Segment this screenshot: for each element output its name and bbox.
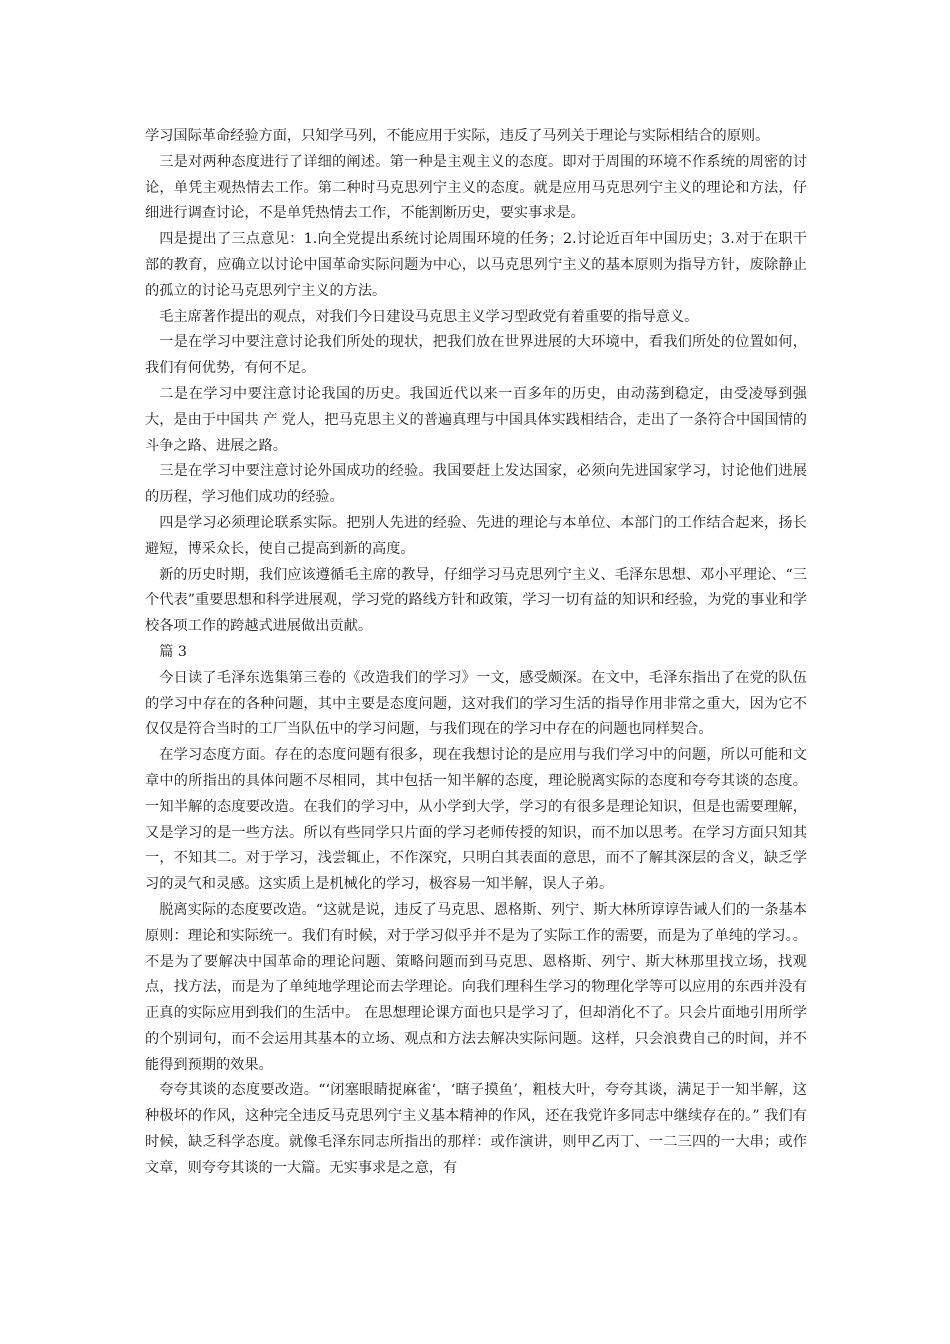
paragraph: 四是学习必须理论联系实际。把别人先进的经验、先进的理论与本单位、本部门的工作结合起来，扬长避短，博采众长，使自己提高到新的高度。 [145, 514, 807, 557]
paragraph: 毛主席著作提出的观点，对我们今日建设马克思主义学习型政党有着重要的指导意义。 [159, 308, 699, 325]
paragraph: 今日读了毛泽东选集第三卷的《改造我们的学习》一文，感受颇深。在文中，毛泽东指出了在党的队伍的学习中存在的各种问题，其中主要是态度问题，这对我们的学习生活的指导作用非常之重大，因为它不仅仅是符合当时的工厂当队伍中的学习问题，与我们现在的学习中存在的问题也同样契合。 [145, 669, 807, 738]
paragraph: 在学习态度方面。存在的态度问题有很多，现在我想讨论的是应用与我们学习中的问题，所以可能和文章中的所指出的具体问题不尽相同，其中包括一知半解的态度，理论脱离实际的态度和夸夸其谈的态度。 一知半解的态度要改造。在我们的学习中，从小学到大学，学习的有很多是理论知识，但是也需要理解，又是学习的是一些方法。所以有些同学只片面的学习老师传授的知识，而不加以思考。在学习方面只知其一，不知其二。对于学习，浅尝辄止，不作深究，只明白其表面的意思，而不了解其深层的含义，缺乏学习的灵气和灵感。这实质上是机械化的学习，极容易一知半解，误人子弟。 [145, 747, 807, 893]
section-heading: 篇 3 [159, 643, 187, 660]
paragraph: 新的历史时期，我们应该遵循毛主席的教导，仔细学习马克思列宁主义、毛泽东思想、邓小平理论、“三个代表”重要思想和科学进展观，学习党的路线方针和政策，学习一切有益的知识和经验，为党的事业和学校各项工作的跨越式进展做出贡献。 [145, 566, 807, 635]
paragraph: 二是在学习中要注意讨论我国的历史。我国近代以来一百多年的历史，由动荡到稳定，由受凌辱到强大，是由于中国共 产 党人，把马克思主义的普遍真理与中国具体实践相结合，走出了一条符合中国国情的斗争之路、进展之路。 [145, 385, 807, 454]
paragraph: 脱离实际的态度要改造。“这就是说，违反了马克思、恩格斯、列宁、斯大林所谆谆告诫人们的一条基本原则：理论和实际统一。我们有时候，对于学习似乎并不是为了实际工作的需要，而是为了单纯的学习。。不是为了要解决中国革命的理论问题、策略问题而到马克思、恩格斯、列宁、斯大林那里找立场，找观点，找方法，而是为了单纯地学理论而去学理论。向我们理科生学习的物理化学等可以应用的东西并没有正真的实际应用到我们的生活中。 在思想理论课方面也只是学习了，但却消化不了。只会片面地引用所学的个别词句，而不会运用其基本的立场、观点和方法去解决实际问题。这样，只会浪费自己的时间，并不能得到预期的效果。 [145, 901, 807, 1073]
paragraph: 夸夸其谈的态度要改造。“‘闭塞眼睛捉麻雀‘，‘瞎子摸鱼’，粗枝大叶，夸夸其谈，满足于一知半解，这种极坏的作风，这种完全违反马克思列宁主义基本精神的作风，还在我党许多同志中继续存在的。” 我们有时候，缺乏科学态度。就像毛泽东同志所指出的那样：或作演讲，则甲乙丙丁、一二三四的一大串；或作文章，则夸夸其谈的一大篇。无实事求是之意，有 [145, 1082, 807, 1176]
document-body [145, 124, 807, 1182]
paragraph: 学习国际革命经验方面，只知学马列，不能应用于实际，违反了马列关于理论与实际相结合的原则。 [145, 128, 770, 144]
paragraph: 三是对两种态度进行了详细的阐述。第一种是主观主义的态度。即对于周围的环境不作系统的周密的讨论，单凭主观热情去工作。第二种时马克思列宁主义的态度。就是应用马克思列宁主义的理论和方法，仔细进行调查讨论，不是单凭热情去工作，不能割断历史，要实事求是。 [145, 153, 807, 222]
paragraph: 三是在学习中要注意讨论外国成功的经验。我国要赶上发达国家，必须向先进国家学习，讨论他们进展的历程，学习他们成功的经验。 [145, 463, 807, 506]
paragraph: 四是提出了三点意见：1.向全党提出系统讨论周围环境的任务；2.讨论近百年中国历史；3.对于在职干部的教育，应确立以讨论中国革命实际问题为中心，以马克思列宁主义的基本原则为指导方针，废除静止的孤立的讨论马克思列宁主义的方法。 [145, 231, 807, 299]
paragraph: 一是在学习中要注意讨论我们所处的现状，把我们放在世界进展的大环境中，看我们所处的位置如何，我们有何优势，有何不足。 [145, 334, 807, 377]
